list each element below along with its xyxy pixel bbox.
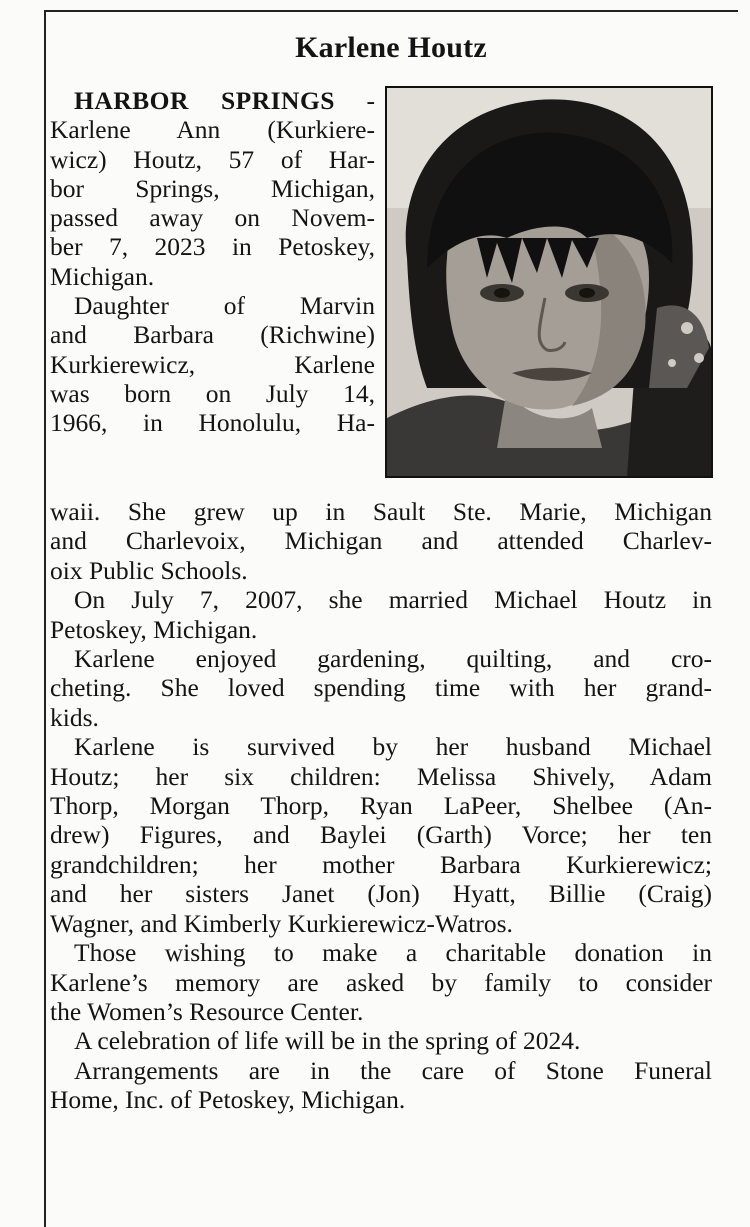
text-line: Houtz; her six children: Melissa Shively, Adam (50, 761, 712, 791)
text-line: oix Public Schools. (50, 555, 248, 585)
dateline: HARBOR SPRINGS (74, 86, 335, 115)
text-line: 1966, in Honolulu, Ha- (50, 408, 375, 438)
portrait-photo (385, 86, 713, 478)
paragraph-hobbies (50, 644, 712, 732)
text-line: bor Springs, Michigan, (50, 173, 375, 203)
paragraph-celebration (50, 1026, 712, 1055)
paragraph-survivors (50, 732, 712, 938)
text-line: and Barbara (Richwine) (50, 320, 375, 350)
text-line: kids. (50, 702, 99, 732)
text-line: grandchildren; her mother Barbara Kurkierewicz; (50, 849, 712, 879)
text-line: Karlene’s memory are asked by family to consider (50, 967, 712, 997)
paragraph-arrangements (50, 1056, 712, 1115)
text-line: Karlene enjoyed gardening, quilting, and cro- (74, 644, 712, 674)
text-line: was born on July 14, (50, 378, 375, 408)
text-line: Kurkierewicz, Karlene (50, 349, 375, 379)
text-line: A celebration of life will be in the spring of 2024. (74, 1026, 581, 1056)
text-line: passed away on Novem- (50, 203, 375, 233)
text-line: Home, Inc. of Petoskey, Michigan. (50, 1085, 406, 1115)
text-line: Karlene Ann (Kurkiere- (50, 115, 375, 145)
text-line: wicz) Houtz, 57 of Har- (50, 144, 375, 174)
text-line: Michigan. (50, 261, 155, 291)
text-line: drew) Figures, and Baylei (Garth) Vorce; her ten (50, 820, 712, 850)
body-text (50, 497, 712, 1115)
text-line: Arrangements are in the care of Stone Funeral (74, 1055, 712, 1085)
paragraph-lead (50, 86, 375, 291)
text-line: Daughter of Marvin (74, 291, 375, 321)
paragraph-donation (50, 938, 712, 1026)
paragraph-parents (50, 291, 375, 437)
text-line: waii. She grew up in Sault Ste. Marie, Michigan (50, 497, 712, 526)
text-line: Petoskey, Michigan. (50, 614, 258, 644)
text-line: Wagner, and Kimberly Kurkierewicz-Watros. (50, 908, 513, 938)
text-line: the Women’s Resource Center. (50, 996, 364, 1026)
text-line: HARBOR SPRINGS - (74, 86, 375, 115)
paragraph-parents-continued (50, 497, 712, 585)
text-line: ber 7, 2023 in Petoskey, (50, 232, 375, 262)
text-line: On July 7, 2007, she married Michael Houtz in (74, 585, 712, 615)
top-rule (44, 10, 738, 12)
lead-column (50, 86, 375, 438)
text-line: and her sisters Janet (Jon) Hyatt, Billie (Craig) (50, 879, 712, 909)
text-line: and Charlevoix, Michigan and attended Charlev- (50, 526, 712, 556)
text-line: Thorp, Morgan Thorp, Ryan LaPeer, Shelbee (An- (50, 791, 712, 821)
portrait-illustration (387, 88, 711, 476)
paragraph-marriage (50, 585, 712, 644)
obituary-title: Karlene Houtz (295, 31, 487, 64)
text-line: cheting. She loved spending time with her grand- (50, 673, 712, 703)
text-line: Those wishing to make a charitable donation in (74, 938, 712, 968)
left-rule (44, 10, 46, 1227)
text-line: Karlene is survived by her husband Michael (74, 732, 712, 762)
